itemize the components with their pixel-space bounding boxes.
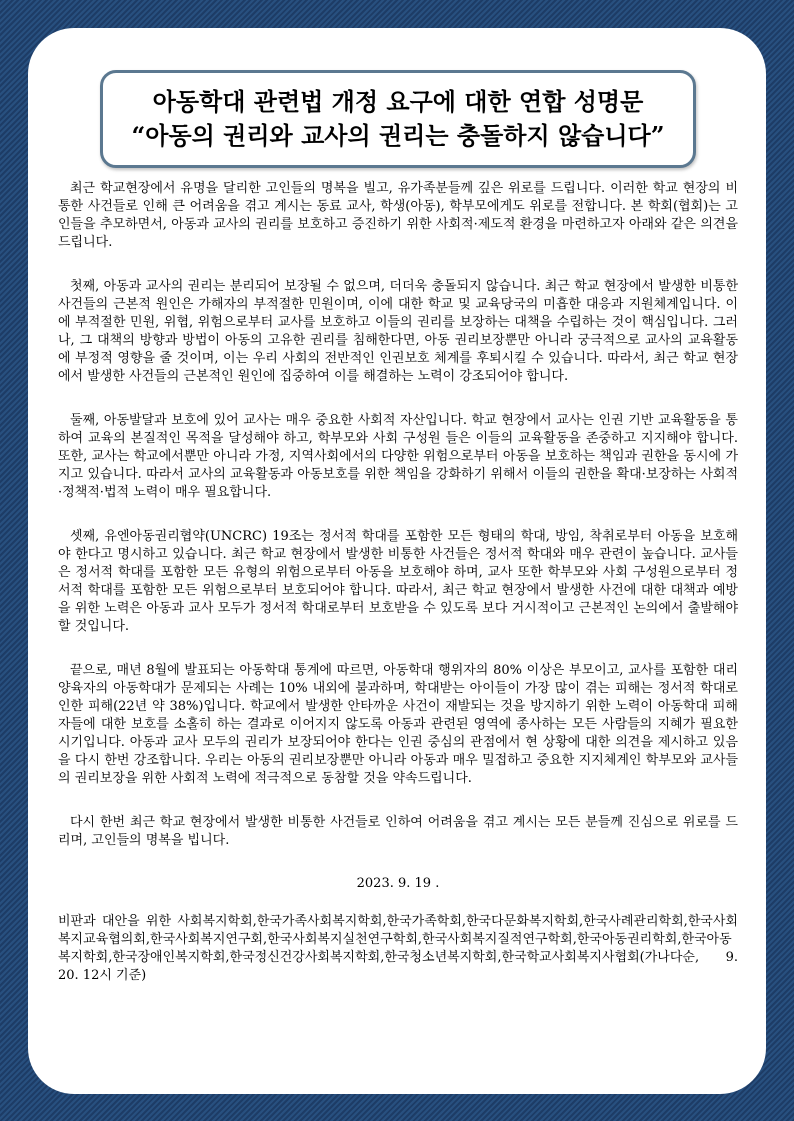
title-line-1: 아동학대 관련법 개정 요구에 대한 연합 성명문 <box>152 87 644 116</box>
paragraph-finally: 끝으로, 매년 8월에 발표되는 아동학대 통계에 따르면, 아동학대 행위자의 80% 이상은 부모이고, 교사를 포함한 대리양육자의 아동학대가 문제되는 사례는 10% 내외에 불과하며, 학대받는 아이들이 가장 많이 겪는 피해는 정서적 학대로 인한 피해(22년 약 38%)입니다. 학교에서 발생한 안타까운 사건이 재발되는 것을 방지하기 위한 노력이 아동학대 피해자들에 대한 보호를 소홀히 하는 결과로 이어지지 않도록 아동과 관련된 영역에 종사하는 모든 사람들의 지혜가 필요한 시기입니다. 아동과 교사 모두의 권리가 보장되어야 한다는 인권 중심의 관점에서 현 상황에 대한 의견을 제시하고 있음을 다시 한번 강조합니다. 우리는 아동의 권리보장뿐만 아니라 아동과 매우 밀접하고 중요한 지지체계인 학부모와 교사들의 권리보장을 위한 사회적 노력에 적극적으로 동참할 것을 약속드립니다. <box>58 663 738 786</box>
document-page <box>28 28 766 1094</box>
paragraph-closing: 다시 한번 최근 학교 현장에서 발생한 비통한 사건들로 인하여 어려움을 겪고 계시는 모든 분들께 진심으로 위로를 드리며, 고인들의 명복을 빕니다. <box>58 815 738 848</box>
title-line-2: “아동의 권리와 교사의 권리는 충돌하지 않습니다” <box>131 121 665 150</box>
title-box <box>100 70 696 168</box>
paragraph-intro: 최근 학교현장에서 유명을 달리한 고인들의 명복을 빌고, 유가족분들께 깊은 위로를 드립니다. 이러한 학교 현장의 비통한 사건들로 인해 큰 어려움을 겪고 계시는 동료 교사, 학생(아동), 학부모에게도 위로를 전합니다. 본 학회(협회)는 고인들을 추모하면서, 아동과 교사의 권리를 보호하고 증진하기 위한 사회적·제도적 환경을 마련하고자 아래와 같은 의견을 드립니다. <box>58 181 739 250</box>
signatory-organizations: 비판과 대안을 위한 사회복지학회,한국가족사회복지학회,한국가족학회,한국다문화복지학회,한국사례관리학회,한국사회복지교육협의회,한국사회복지연구회,한국사회복지실천연구학회,한국사회복지질적연구학회,한국아동권리학회,한국아동복지학회,한국장애인복지학회,한국정신건강사회복지학회,한국청소년복지학회,한국학교사회복지사협회(가나다순, 9. 20. 12시 기준) <box>58 914 738 983</box>
paragraph-third: 셋째, 유엔아동권리협약(UNCRC) 19조는 정서적 학대를 포함한 모든 형태의 학대, 방임, 착취로부터 아동을 보호해야 한다고 명시하고 있습니다. 최근 학교 현장에서 발생한 비통한 사건들은 정서적 학대와 매우 관련이 높습니다. 교사들은 정서적 학대를 포함한 모든 유형의 위험으로부터 아동을 보호해야 하며, 교사 또한 학부모와 사회 구성원으로부터 정서적 학대를 포함한 모든 위험으로부터 보호되어야 합니다. 따라서, 최근 학교 현장에서 발생한 사건에 대한 대책과 예방을 위한 노력은 아동과 교사 모두가 정서적 학대로부터 보호받을 수 있도록 보다 거시적이고 근본적인 논의에서 출발해야 할 것입니다. <box>58 529 738 634</box>
statement-date: 2023. 9. 19 . <box>356 876 440 891</box>
statement-body <box>58 180 738 985</box>
paragraph-first: 첫째, 아동과 교사의 권리는 분리되어 보장될 수 없으며, 더더욱 충돌되지 않습니다. 최근 학교 현장에서 발생한 비통한 사건들의 근본적 원인은 가해자의 부적절한 민원이며, 이에 대한 학교 및 교육당국의 미흡한 대응과 지원체계입니다. 이에 부적절한 민원, 위협, 위험으로부터 교사를 보호하고 이들의 권리를 보장하는 대책을 수립하는 것이 핵심입니다. 그러나, 그 대책의 방향과 방법이 아동의 고유한 권리를 침해한다면, 아동 권리보장뿐만 아니라 궁극적으로 교사의 교육활동에 부정적 영향을 줄 것이며, 이는 우리 사회의 전반적인 인권보호 체계를 후퇴시킬 수 있습니다. 따라서, 최근 학교 현장에서 발생한 사건들의 근본적인 원인에 집중하여 이를 해결하는 노력이 강조되어야 합니다. <box>58 279 738 384</box>
paragraph-second: 둘째, 아동발달과 보호에 있어 교사는 매우 중요한 사회적 자산입니다. 학교 현장에서 교사는 인권 기반 교육활동을 통하여 교육의 본질적인 목적을 달성해야 하고, 학부모와 사회 구성원 들은 이들의 교육활동을 존중하고 지지해야 합니다. 또한, 교사는 학교에서뿐만 아니라 가정, 지역사회에서의 다양한 위험으로부터 아동을 보호하는 책임과 권한을 동시에 가지고 있습니다. 따라서 교사의 교육활동과 아동보호를 위한 책임을 강화하기 위해서 이들의 권한을 확대·보장하는 사회적·정책적·법적 노력이 매우 필요합니다. <box>58 413 738 500</box>
